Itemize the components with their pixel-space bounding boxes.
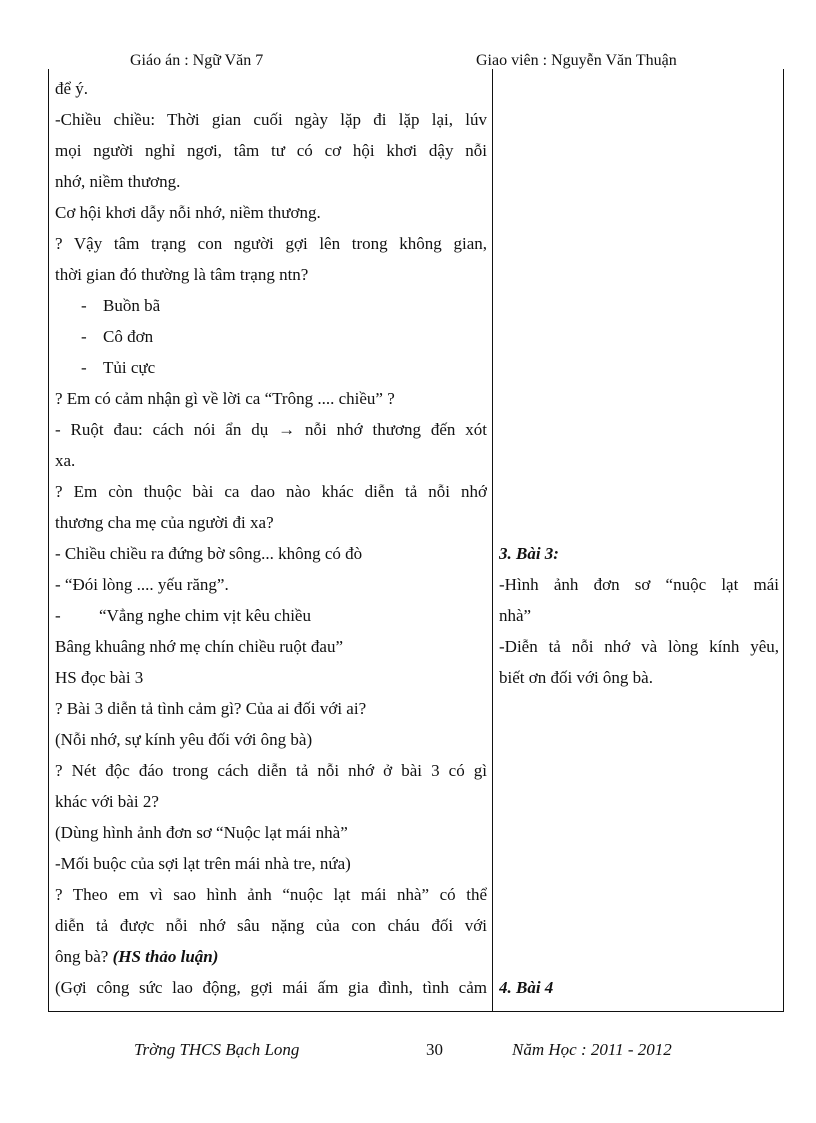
section-title-bai4: 4. Bài 4 [499, 978, 554, 997]
question-line: ? Em có cảm nhận gì về lời ca “Trông .... chiều” ? [55, 389, 395, 408]
question-line: ? Vậy tâm trạng con người gợi lên trong không gian, [55, 234, 487, 253]
column-divider [492, 69, 493, 1011]
discussion-note: (HS thảo luận) [112, 947, 219, 966]
question-line: ? Nét độc đáo trong cách diễn tả nỗi nhớ ở bài 3 có gì [55, 761, 487, 780]
text-line: nhà” [499, 606, 532, 625]
bullet-dash: - [81, 358, 87, 377]
bullet-dash: - [55, 606, 61, 625]
bullet-item [55, 352, 487, 383]
question-line [55, 941, 487, 972]
text-line: nhớ, niềm thương. [55, 172, 181, 191]
text-line: - “Đói lòng .... yếu răng”. [55, 575, 229, 594]
question-line: thời gian đó thường là tâm trạng ntn? [55, 265, 309, 284]
bullet-text: Cô đơn [103, 327, 154, 346]
text-line: Cơ hội khơi dẫy nỗi nhớ, niềm thương. [55, 203, 321, 222]
footer-school: Trờng THCS Bạch Long [134, 1040, 300, 1059]
text-line: (Gợi công sức lao động, gợi mái ấm gia đình, tình cảm [55, 978, 487, 997]
question-line: ? Em còn thuộc bài ca dao nào khác diễn tả nỗi nhớ [55, 482, 487, 501]
text-line: - Chiều chiều ra đứng bờ sông... không có đò [55, 544, 363, 563]
bullet-item [55, 600, 487, 631]
lesson-table [48, 69, 784, 1012]
text-line: (Dùng hình ảnh đơn sơ “Nuộc lạt mái nhà” [55, 823, 348, 842]
question-line: diễn tả được nỗi nhớ sâu nặng của con cháu đối với [55, 916, 487, 935]
text-line: (Nỗi nhớ, sự kính yêu đối với ông bà) [55, 730, 313, 749]
text-line: biết ơn đối với ông bà. [499, 668, 653, 687]
bullet-dash: - [81, 296, 87, 315]
section-title-bai3: 3. Bài 3: [499, 544, 559, 563]
text-line: HS đọc bài 3 [55, 668, 144, 687]
bullet-text: “Vẳng nghe chim vịt kêu chiều [99, 606, 311, 625]
text-line: để ý. [55, 79, 89, 98]
text-line: -Chiều chiều: Thời gian cuối ngày lặp đi lặp lại, lúv [55, 110, 487, 129]
bullet-text: Tủi cực [103, 358, 156, 377]
text-line: -Diễn tả nỗi nhớ và lòng kính yêu, [499, 637, 779, 656]
text-line: -Hình ảnh đơn sơ “nuộc lạt mái [499, 575, 779, 594]
left-column [55, 73, 487, 1003]
question-line: ? Bài 3 diễn tả tình cảm gì? Của ai đối với ai? [55, 699, 367, 718]
bullet-dash: - [81, 327, 87, 346]
bullet-item [55, 290, 487, 321]
text-line: -Mối buộc của sợi lạt trên mái nhà tre, nứa) [55, 854, 351, 873]
question-line: ? Theo em vì sao hình ảnh “nuộc lạt mái nhà” có thể [55, 885, 487, 904]
footer-school-year: Năm Học : 2011 - 2012 [512, 1040, 672, 1059]
text-line: - Ruột đau: cách nói ẩn dụ → nỗi nhớ thương đến xót [55, 420, 487, 439]
question-line: khác với bài 2? [55, 792, 159, 811]
text-line: mọi người nghỉ ngơi, tâm tư có cơ hội khơi dậy nỗi [55, 141, 487, 160]
header-subject: Giáo án : Ngữ Văn 7 [130, 52, 264, 69]
footer-page-number: 30 [426, 1040, 443, 1059]
text-line: Bâng khuâng nhớ mẹ chín chiều ruột đau” [55, 637, 343, 656]
text-line: xa. [55, 451, 76, 470]
question-line: thương cha mẹ của người đi xa? [55, 513, 274, 532]
bullet-text: Buồn bã [103, 296, 161, 315]
header-teacher: Giao viên : Nguyễn Văn Thuận [476, 52, 677, 69]
text-span: ông bà? [55, 947, 113, 966]
bullet-item [55, 321, 487, 352]
